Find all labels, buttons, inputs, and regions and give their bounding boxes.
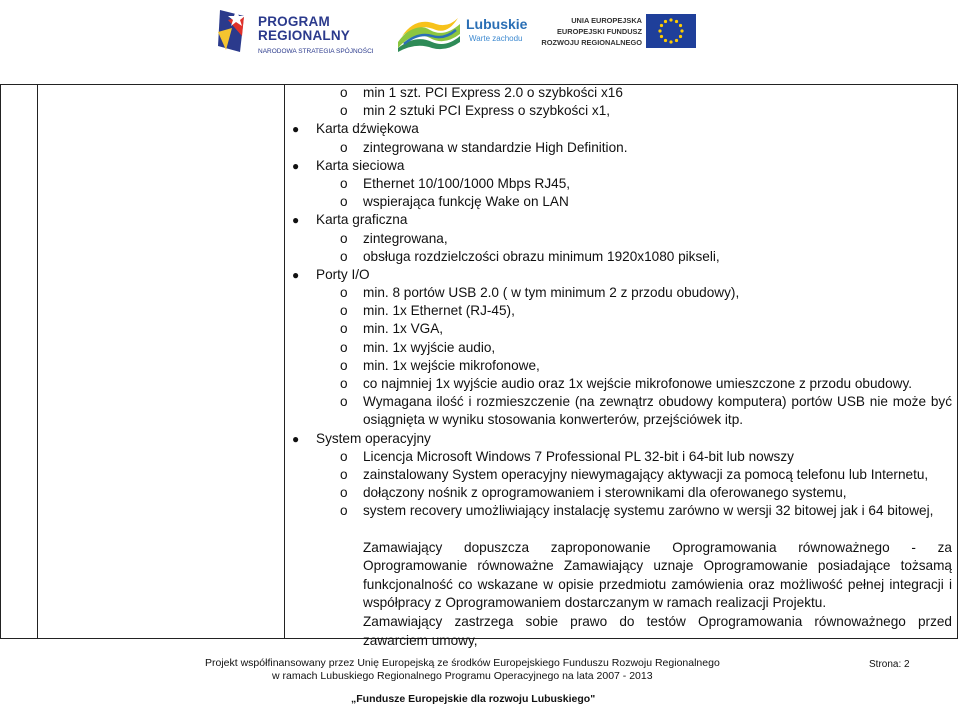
footer-cofinancing: Projekt współfinansowany przez Unię Europejską ze środków Europejskiego Funduszu Rozwoju Regionalnego — [205, 657, 720, 669]
table-column-divider — [37, 85, 38, 638]
eu-logo — [541, 12, 698, 50]
list-item-text: zintegrowana w standardzie High Definition. — [363, 139, 628, 155]
list-item — [290, 484, 952, 502]
circle-bullet-icon: o — [340, 376, 348, 391]
list-item-text: wspierająca funkcję Wake on LAN — [363, 194, 569, 210]
circle-bullet-icon: o — [340, 230, 348, 246]
list-item-text: Karta dźwiękowa — [316, 121, 419, 137]
list-item-text: min. 1x Ethernet (RJ-45), — [363, 303, 515, 319]
list-item — [290, 302, 952, 320]
list-item — [290, 284, 952, 302]
list-item-text: Porty I/O — [316, 266, 370, 282]
footer-program: w ramach Lubuskiego Regionalnego Programu Operacyjnego na lata 2007 - 2013 — [272, 670, 653, 682]
bullet-icon: ● — [292, 213, 300, 228]
circle-bullet-icon: o — [340, 448, 348, 464]
testing-paragraph: Zamawiający zastrzega sobie prawo do testów Oprogramowania równoważnego przed zawarciem umowy, — [363, 613, 952, 648]
list-item-text: Ethernet 10/100/1000 Mbps RJ45, — [363, 175, 571, 191]
circle-bullet-icon: o — [340, 503, 348, 519]
bullet-icon: ● — [292, 122, 300, 137]
list-item-text: obsługa rozdzielczości obrazu minimum 1920x1080 pikseli, — [363, 248, 720, 264]
list-item — [290, 448, 952, 466]
lubuskie-slogan: Warte zachodu — [469, 34, 523, 43]
list-item-text: min 2 sztuki PCI Express o szybkości x1, — [363, 103, 611, 119]
list-item-text: System operacyjny — [316, 430, 431, 446]
list-item-text: Karta graficzna — [316, 212, 408, 228]
list-item — [290, 339, 952, 357]
table-column-divider — [284, 85, 285, 638]
circle-bullet-icon: o — [340, 248, 348, 264]
list-heading — [290, 120, 952, 138]
list-item — [290, 230, 952, 248]
circle-bullet-icon: o — [340, 466, 348, 482]
list-item — [290, 84, 952, 102]
list-item — [290, 466, 952, 484]
list-item — [290, 320, 952, 338]
list-item — [290, 393, 952, 429]
circle-bullet-icon: o — [340, 321, 348, 337]
list-item — [290, 175, 952, 193]
list-item — [290, 193, 952, 211]
list-item-text: min 1 szt. PCI Express 2.0 o szybkości x16 — [363, 85, 623, 100]
program-regionalny-emblem-icon — [214, 6, 254, 56]
list-item — [290, 248, 952, 266]
list-heading — [290, 266, 952, 284]
eu-flag-icon — [646, 14, 696, 48]
list-heading — [290, 430, 952, 448]
list-item — [290, 357, 952, 375]
list-item-text: Karta sieciowa — [316, 157, 405, 173]
lubuskie-logo — [396, 12, 526, 52]
bullet-icon: ● — [292, 431, 300, 446]
lubuskie-name: Lubuskie — [466, 16, 528, 32]
list-item-text: min. 1x VGA, — [363, 321, 444, 337]
circle-bullet-icon: o — [340, 303, 348, 319]
circle-bullet-icon: o — [340, 357, 348, 373]
bullet-icon: ● — [292, 267, 300, 282]
equivalent-software-paragraph: Zamawiający dopuszcza zaproponowanie Oprogramowania równoważnego - za Oprogramowanie równoważne Zamawiający uznaje Oprogramowanie posiadające tożsamą funkcjonalność co wskazane w opisie przedmiotu zamówienia oraz możliwość pełnej integracji i współpracy z Oprogramowaniem dostarczanym w ramach realizacji Projektu. — [363, 539, 952, 611]
program-regionalny-title: PROGRAM REGIONALNY — [258, 14, 351, 43]
list-item-text: Licencja Microsoft Windows 7 Professional PL 32-bit i 64-bit lub nowszy — [363, 448, 794, 464]
circle-bullet-icon: o — [340, 194, 348, 210]
circle-bullet-icon: o — [340, 394, 348, 410]
list-item — [290, 375, 952, 393]
spec-list — [290, 84, 952, 521]
eu-line1: UNIA EUROPEJSKA — [571, 16, 642, 25]
list-item-text: Wymagana ilość i rozmieszczenie (na zewnątrz obudowy komputera) portów USB nie może być osiągnięta w wyniku stosowania konwerterów, przejściówek itp. — [363, 394, 952, 428]
list-item-text: min. 1x wyjście audio, — [363, 339, 496, 355]
eu-line2: EUROPEJSKI FUNDUSZ — [556, 27, 642, 36]
list-item-text: min. 8 portów USB 2.0 ( w tym minimum 2 z przodu obudowy), — [363, 285, 740, 301]
circle-bullet-icon: o — [340, 285, 348, 301]
circle-bullet-icon: o — [340, 85, 348, 100]
lubuskie-hills-icon — [396, 12, 462, 52]
list-item-text: system recovery umożliwiający instalację systemu zarówno w wersji 32 bitowej jak i 64 bitowej, — [363, 503, 934, 519]
list-item — [290, 139, 952, 157]
list-item-text: zainstalowany System operacyjny niewymagający aktywacji za pomocą telefonu lub Internetu, — [363, 466, 929, 482]
list-item-text: min. 1x wejście mikrofonowe, — [363, 357, 540, 373]
list-heading — [290, 211, 952, 229]
list-item — [290, 102, 952, 120]
page-number: Strona: 2 — [869, 659, 910, 670]
program-regionalny-logo — [214, 6, 374, 56]
circle-bullet-icon: o — [340, 175, 348, 191]
list-item-text: zintegrowana, — [363, 230, 448, 246]
list-item-text: dołączony nośnik z oprogramowaniem i sterownikami dla oferowanego systemu, — [363, 485, 847, 501]
list-heading — [290, 157, 952, 175]
circle-bullet-icon: o — [340, 139, 348, 155]
footer-slogan: „Fundusze Europejskie dla rozwoju Lubuskiego" — [351, 693, 596, 705]
program-regionalny-subtitle: NARODOWA STRATEGIA SPÓJNOŚCI — [258, 48, 374, 55]
circle-bullet-icon: o — [340, 103, 348, 119]
bullet-icon: ● — [292, 158, 300, 173]
list-item — [290, 502, 952, 520]
page-header — [0, 0, 960, 70]
circle-bullet-icon: o — [340, 485, 348, 501]
spec-content — [290, 84, 952, 650]
eu-line3: ROZWOJU REGIONALNEGO — [541, 38, 642, 47]
list-item-text: co najmniej 1x wyjście audio oraz 1x wejście mikrofonowe umieszczone z przodu obudowy. — [363, 376, 913, 391]
circle-bullet-icon: o — [340, 339, 348, 355]
